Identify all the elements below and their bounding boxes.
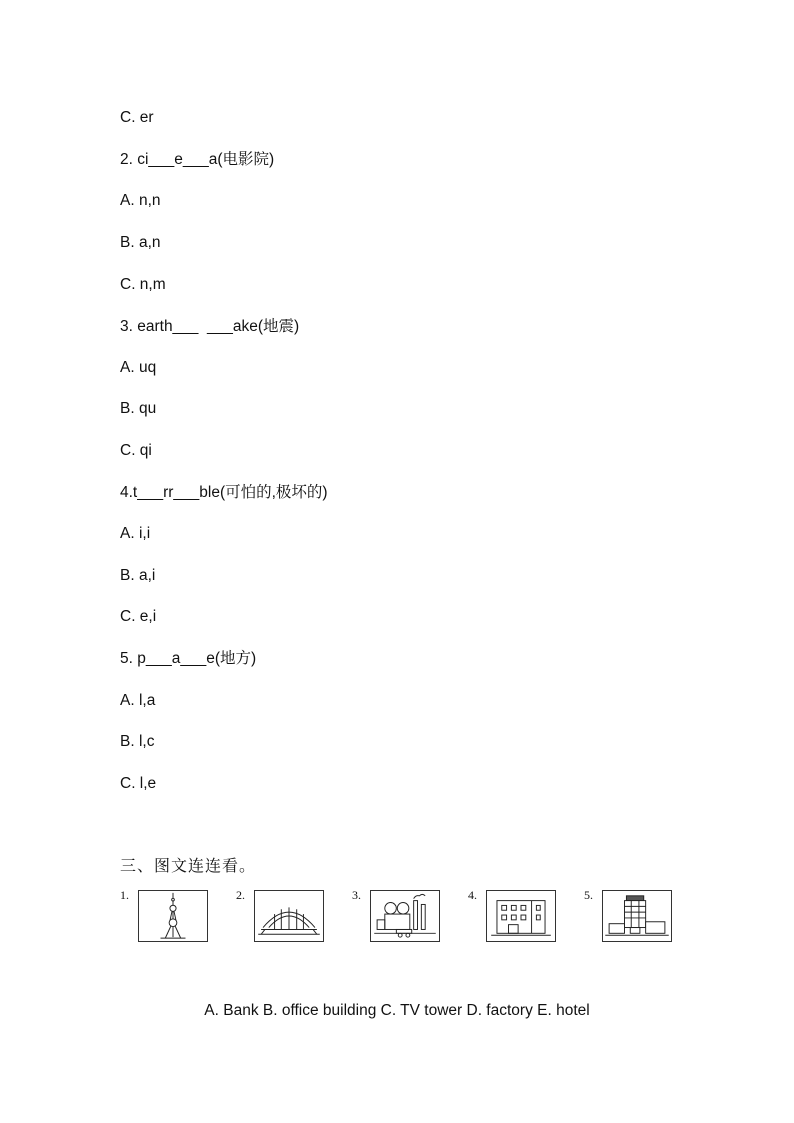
stadium-bank-icon	[254, 890, 324, 942]
q5-option-a: A. l,a	[120, 692, 156, 709]
picture-5-number: 5.	[584, 888, 593, 902]
q4-option-a: A. i,i	[120, 525, 151, 542]
q3-stem: 3. earth___ ___ake(地震)	[120, 318, 300, 335]
section-3-title: 三、图文连连看。	[120, 856, 257, 875]
q5-stem: 5. p___a___e(地方)	[120, 650, 257, 667]
q5-option-b: B. l,c	[120, 733, 155, 750]
q5-option-c: C. l,e	[120, 775, 157, 792]
tv-tower-icon	[138, 890, 208, 942]
q3-option-b: B. qu	[120, 400, 157, 417]
q1-option-c: C. er	[120, 109, 154, 126]
q3-option-c: C. qi	[120, 442, 152, 459]
picture-4-number: 4.	[468, 888, 477, 902]
q2-option-c: C. n,m	[120, 276, 166, 293]
q2-option-b: B. a,n	[120, 234, 161, 251]
picture-3-number: 3.	[352, 888, 361, 902]
office-building-icon	[486, 890, 556, 942]
q4-option-b: B. a,i	[120, 567, 156, 584]
q2-stem: 2. ci___e___a(电影院)	[120, 151, 275, 168]
picture-row	[120, 886, 680, 946]
hotel-icon	[602, 890, 672, 942]
picture-2-number: 2.	[236, 888, 245, 902]
q4-stem: 4.t___rr___ble(可怕的,极坏的)	[120, 484, 328, 501]
factory-icon	[370, 890, 440, 942]
q3-option-a: A. uq	[120, 359, 157, 376]
q4-option-c: C. e,i	[120, 608, 157, 625]
answer-options: A. Bank B. office building C. TV tower D. factory E. hotel	[204, 1002, 590, 1019]
q2-option-a: A. n,n	[120, 192, 161, 209]
picture-1-number: 1.	[120, 888, 129, 902]
